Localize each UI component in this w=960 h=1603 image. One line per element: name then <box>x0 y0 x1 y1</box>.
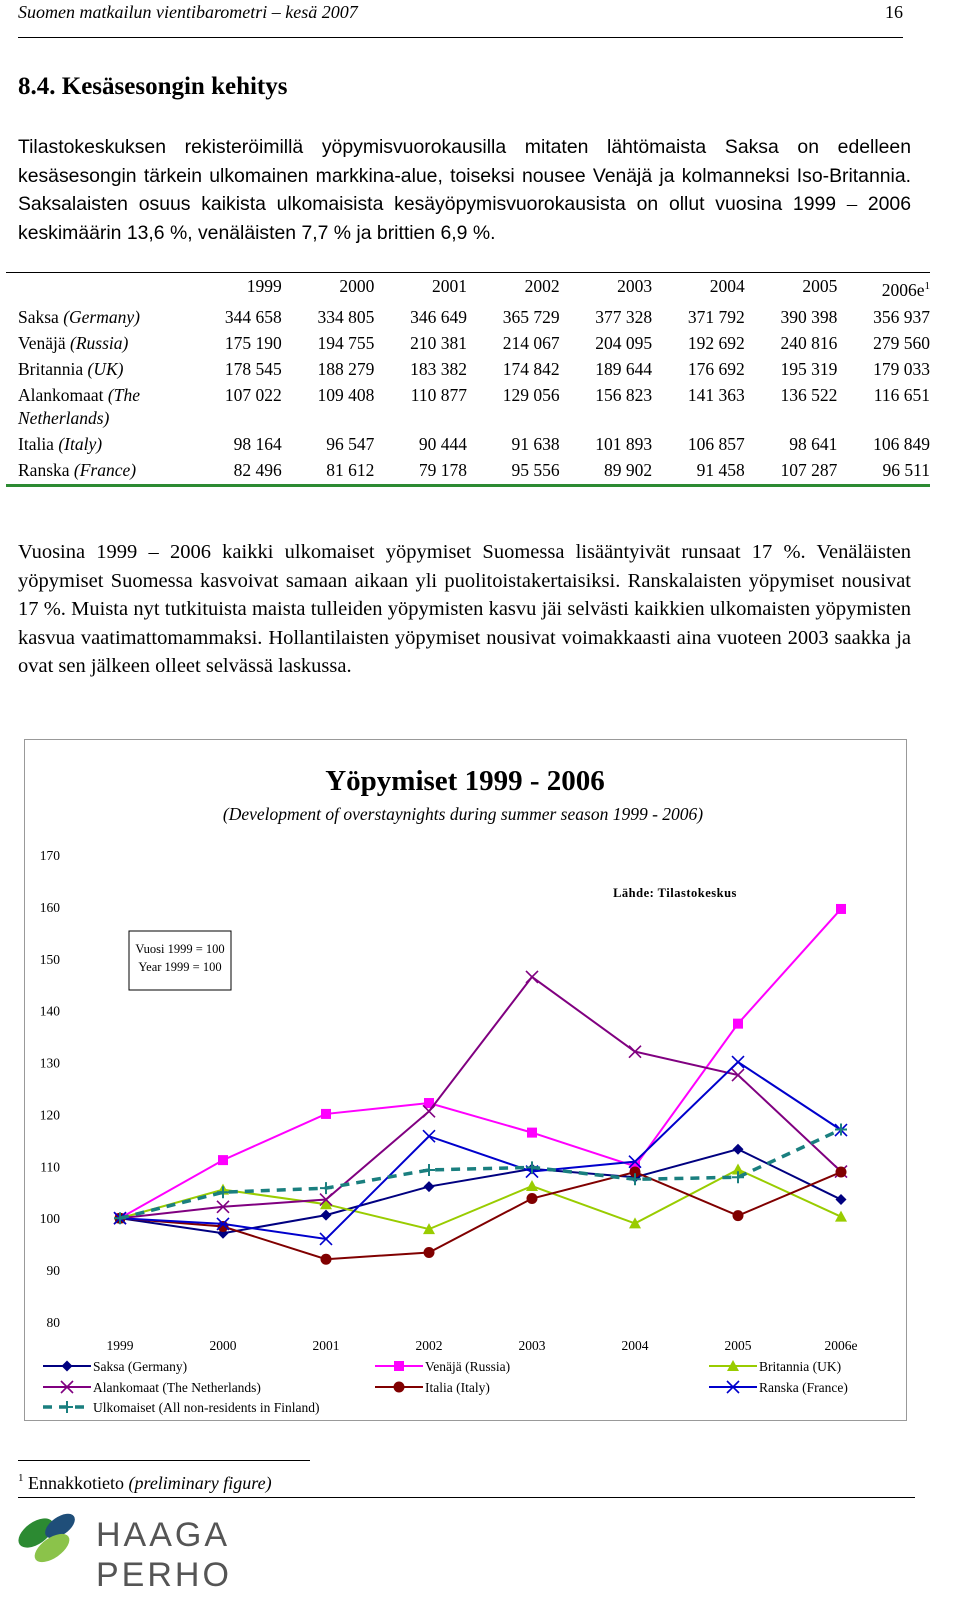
table-cell: 194 755 <box>317 332 375 353</box>
table-cell: 91 638 <box>511 433 560 454</box>
footnote-mark: 1 <box>924 280 930 292</box>
legend-label: Ulkomaiset (All non-residents in Finland) <box>93 1400 320 1415</box>
table-cell: 89 902 <box>560 458 653 486</box>
y-tick-label: 110 <box>40 1159 60 1175</box>
legend-item <box>709 1380 848 1395</box>
legend-label: Alankomaat (The Netherlands) <box>93 1380 261 1395</box>
y-tick-label: 160 <box>39 899 60 915</box>
chart-title: Yöpymiset 1999 - 2006 <box>325 765 605 797</box>
row-label <box>6 458 189 486</box>
x-tick-label: 2000 <box>209 1338 237 1353</box>
country-english: (Russia) <box>70 332 129 353</box>
table-cell: 96 547 <box>326 433 375 454</box>
y-tick-label: 80 <box>46 1315 60 1330</box>
year-header <box>282 273 375 305</box>
document-title: Suomen matkailun vientibarometri – kesä 2007 <box>18 2 358 22</box>
statistics-table <box>6 272 930 487</box>
footnote-text: Ennakkotieto <box>28 1473 129 1493</box>
table-cell: 129 056 <box>502 384 560 405</box>
intro-dash: – <box>846 193 858 215</box>
table-cell: 188 279 <box>317 358 375 379</box>
year-label: 2006e <box>881 279 925 300</box>
data-point <box>836 1167 847 1178</box>
table-cell: 174 842 <box>502 358 560 379</box>
table-cell: 214 067 <box>502 332 560 353</box>
data-point <box>836 904 846 914</box>
y-tick-label: 140 <box>39 1003 60 1019</box>
year-label: 2005 <box>802 276 838 296</box>
legend-label: Venäjä (Russia) <box>425 1359 511 1374</box>
table-cell: 98 641 <box>789 433 838 454</box>
row-label <box>6 383 189 432</box>
year-label: 1999 <box>246 276 282 296</box>
legend-item <box>375 1380 490 1395</box>
footnote-en: (preliminary figure) <box>128 1473 272 1493</box>
y-tick-label: 130 <box>39 1055 60 1071</box>
table-cell: 356 937 <box>873 306 930 327</box>
table-cell: 96 511 <box>837 458 930 486</box>
row-label <box>6 331 189 357</box>
data-point <box>733 1019 743 1029</box>
legend-label: Saksa (Germany) <box>93 1359 188 1374</box>
country-english: (Italy) <box>58 433 103 454</box>
y-tick-label: 90 <box>46 1263 60 1279</box>
data-point <box>526 971 538 983</box>
table-row <box>6 331 930 357</box>
haaga-perho-logo <box>14 1500 234 1603</box>
table-cell: 189 644 <box>595 358 653 379</box>
body-paragraph: Vuosina 1999 – 2006 kaikki ulkomaiset yöpymiset Suomessa lisääntyivät runsaat 17 %. Venäläisten yöpymiset Suomessa kasvoivat samaan aikaan yli puolitoistakertaisiksi. Ranskalaisten yöpymiset nousivat 17 %. Muista nyt tutkituista maista tulleiden yöpymisten kasvu jäi selvästi kaikkien ulkomaisten yöpymisten kasvua vaatimattomammaksi. Hollantilaisten yöpymiset nousivat voimakkaasti aina vuoteen 2003 saakka ja ovat sen jälkeen olleet selvässä laskussa. <box>18 541 911 677</box>
table-cell: 195 319 <box>780 358 838 379</box>
year-label: 2001 <box>431 276 467 296</box>
data-point <box>423 1164 435 1176</box>
year-header <box>652 273 745 305</box>
table-cell: 90 444 <box>418 433 467 454</box>
country-name: Ranska <box>18 459 74 480</box>
y-tick-label: 150 <box>39 951 60 967</box>
table-cell: 156 823 <box>595 384 653 405</box>
table-cell: 192 692 <box>687 332 745 353</box>
data-point <box>836 1194 847 1205</box>
table-cell: 204 095 <box>595 332 653 353</box>
year-header <box>745 273 838 305</box>
row-label <box>6 432 189 458</box>
x-tick-label: 1999 <box>106 1338 134 1353</box>
legend-item <box>375 1359 510 1374</box>
table-row <box>6 357 930 383</box>
table-cell: 107 287 <box>745 458 838 486</box>
year-label: 2003 <box>617 276 653 296</box>
data-point <box>218 1155 228 1165</box>
country-english: (The Netherlands) <box>18 384 140 428</box>
table-cell: 178 545 <box>224 358 282 379</box>
legend-label: Britannia (UK) <box>759 1359 842 1374</box>
table-cell: 95 556 <box>467 458 560 486</box>
country-english: (UK) <box>87 358 124 379</box>
legend-label: Ranska (France) <box>759 1380 848 1395</box>
chart-svg <box>25 740 906 1420</box>
y-tick-label: 170 <box>39 848 60 863</box>
data-point <box>321 1254 332 1265</box>
table-cell: 110 877 <box>410 384 467 405</box>
table-cell: 79 178 <box>374 458 467 486</box>
data-point <box>835 1211 847 1222</box>
data-point <box>733 1210 744 1221</box>
data-point <box>424 1181 435 1192</box>
series-ulkomaiset <box>114 1123 847 1224</box>
country-name: Saksa <box>18 306 64 327</box>
x-tick-label: 2002 <box>415 1338 443 1353</box>
table-cell: 365 729 <box>502 306 560 327</box>
series-italia <box>115 1167 847 1265</box>
table-cell: 210 381 <box>410 332 467 353</box>
data-point <box>321 1109 331 1119</box>
x-tick-label: 2003 <box>518 1338 546 1353</box>
table-cell: 240 816 <box>780 332 838 353</box>
table-cell: 109 408 <box>317 384 375 405</box>
series-line <box>120 977 841 1218</box>
x-tick-label: 2006e <box>824 1338 858 1353</box>
year-header <box>189 273 282 305</box>
table-cell: 101 893 <box>595 433 653 454</box>
page-number: 16 <box>885 2 903 22</box>
source-label: Lähde: Tilastokeskus <box>613 886 737 900</box>
table-cell: 377 328 <box>595 306 653 327</box>
data-point <box>732 1056 744 1068</box>
table-cell: 183 382 <box>410 358 467 379</box>
footnote-mark: 1 <box>18 1472 24 1484</box>
y-tick-label: 120 <box>39 1107 60 1123</box>
note-line: Year 1999 = 100 <box>138 960 222 974</box>
x-tick-label: 2005 <box>724 1338 752 1353</box>
footer-rule <box>18 1497 915 1498</box>
row-label <box>6 357 189 383</box>
table-cell: 179 033 <box>873 358 930 379</box>
table-row <box>6 383 930 432</box>
year-header <box>837 273 930 305</box>
data-point <box>733 1144 744 1155</box>
chart-subtitle: (Development of overstaynights during summer season 1999 - 2006) <box>222 804 704 824</box>
legend-item <box>43 1380 261 1395</box>
footnote-rule <box>18 1460 310 1461</box>
year-label: 2004 <box>709 276 745 296</box>
row-label <box>6 305 189 331</box>
table-cell: 116 651 <box>873 384 930 405</box>
x-tick-label: 2004 <box>621 1338 649 1353</box>
legend-marker <box>394 1382 405 1393</box>
country-english: (Germany) <box>63 306 140 327</box>
data-point <box>423 1130 435 1142</box>
table-header-row <box>6 273 930 305</box>
legend-marker <box>62 1361 73 1372</box>
year-header <box>374 273 467 305</box>
intro-text-end: 2006 keskimäärin 13,6 %, venäläisten 7,7 % ja brittien 6,9 %. <box>18 193 911 244</box>
table-row <box>6 432 930 458</box>
country-name: Britannia <box>18 358 88 379</box>
header-rule <box>18 37 903 38</box>
table-cell: 106 857 <box>687 433 745 454</box>
data-point <box>321 1210 332 1221</box>
legend-marker <box>61 1401 73 1413</box>
table-row <box>6 305 930 331</box>
intro-paragraph <box>18 133 911 247</box>
table-cell: 106 849 <box>873 433 930 454</box>
intro-text: Tilastokeskuksen rekisteröimillä yöpymisvuorokausilla mitaten lähtömaista Saksa on edelleen kesäsesongin tärkein ulkomainen markkina-alue, toiseksi nousee Venäjä ja kolmanneksi Iso-Britannia. Saksalaisten osuus kaikista ulkomaisista kesäyöpymisvuorokausista on ollut vuosina 1999 <box>18 136 911 215</box>
legend-item <box>709 1359 841 1374</box>
table-cell: 175 190 <box>224 332 282 353</box>
logo-text: PERHO <box>96 1556 232 1594</box>
y-tick-label: 100 <box>39 1211 60 1227</box>
line-chart <box>24 739 907 1421</box>
country-english: (France) <box>73 459 137 480</box>
legend-label: Italia (Italy) <box>425 1380 490 1395</box>
data-point <box>218 1221 229 1232</box>
table-cell: 344 658 <box>224 306 282 327</box>
data-point <box>526 1180 538 1191</box>
footnote <box>18 1472 272 1494</box>
data-point <box>320 1182 332 1194</box>
year-label: 2000 <box>339 276 375 296</box>
country-name: Venäjä <box>18 332 70 353</box>
country-name: Italia <box>18 433 59 454</box>
table-cell: 98 164 <box>233 433 282 454</box>
table-cell: 176 692 <box>687 358 745 379</box>
table-cell: 136 522 <box>780 384 838 405</box>
logo-text: HAAGA <box>96 1516 231 1554</box>
table-cell: 91 458 <box>652 458 745 486</box>
table-cell: 141 363 <box>687 384 745 405</box>
table-row <box>6 458 930 486</box>
legend-item <box>43 1359 187 1374</box>
table-cell: 82 496 <box>189 458 282 486</box>
data-point <box>527 1128 537 1138</box>
data-point <box>527 1193 538 1204</box>
country-name: Alankomaat <box>18 384 108 405</box>
table-cell: 81 612 <box>282 458 375 486</box>
table-cell: 279 560 <box>873 332 930 353</box>
table-cell: 390 398 <box>780 306 838 327</box>
year-header <box>467 273 560 305</box>
table-cell: 334 805 <box>317 306 375 327</box>
data-point <box>217 1186 229 1198</box>
page-header <box>18 0 903 30</box>
legend-item <box>43 1400 319 1415</box>
x-tick-label: 2001 <box>312 1338 340 1353</box>
year-label: 2002 <box>524 276 560 296</box>
data-point <box>424 1247 435 1258</box>
section-heading: 8.4. Kesäsesongin kehitys <box>18 73 288 100</box>
table-cell: 371 792 <box>687 306 745 327</box>
table-cell: 107 022 <box>224 384 282 405</box>
legend-marker <box>394 1361 404 1371</box>
header-blank <box>6 273 189 305</box>
table-cell: 346 649 <box>410 306 467 327</box>
year-header <box>560 273 653 305</box>
note-line: Vuosi 1999 = 100 <box>135 942 225 956</box>
